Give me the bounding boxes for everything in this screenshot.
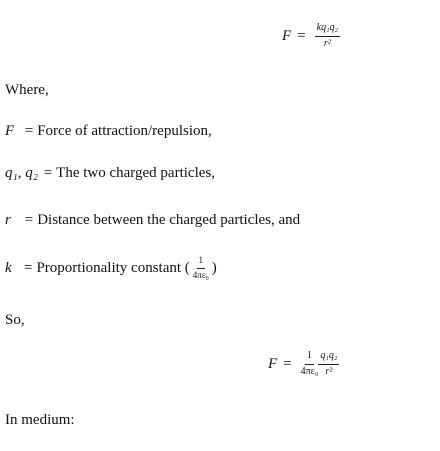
- definition-force-equals: =: [24, 123, 34, 139]
- definition-charges-equals: =: [43, 165, 53, 181]
- eq2-fraction2-denominator: r²: [325, 366, 333, 377]
- so-label: So,: [5, 312, 25, 328]
- eq2-fraction-charges: [318, 350, 339, 378]
- where-label: Where,: [5, 82, 49, 98]
- definition-force-text: Force of attraction/repulsion,: [37, 123, 212, 139]
- eq1-lhs: F: [282, 27, 292, 44]
- definition-constant-equals: =: [24, 260, 33, 276]
- definition-charges-text: The two charged particles,: [56, 165, 215, 181]
- constant-fraction-numerator: 1: [197, 255, 206, 269]
- eq1-fraction: [315, 22, 340, 50]
- definition-distance-text: Distance between the charged particles, and: [37, 212, 301, 228]
- definition-force: [5, 121, 212, 141]
- eq2-fraction-constant: [301, 350, 319, 378]
- eq2-lhs: F: [268, 355, 278, 372]
- definition-charges: [5, 163, 215, 183]
- coulomb-equation-2: [268, 350, 342, 378]
- eq2-fraction1-numerator: 1: [305, 350, 314, 365]
- definition-distance-symbol: r: [5, 212, 11, 228]
- eq1-equals: =: [297, 27, 306, 44]
- constant-fraction: [193, 255, 209, 281]
- definition-charges-symbol: q₁, q₂: [5, 165, 38, 181]
- definition-constant-symbol: k: [5, 260, 12, 276]
- eq2-equals: =: [283, 355, 292, 372]
- definition-constant-text: Proportionality constant (: [36, 260, 190, 276]
- eq2-fraction2-numerator: q₁q₂: [318, 350, 339, 365]
- constant-fraction-denominator: 4πε₀: [192, 270, 209, 280]
- constant-close-paren: ): [211, 260, 217, 276]
- eq1-denominator: r²: [323, 38, 331, 49]
- definition-force-symbol: F: [5, 123, 15, 139]
- eq2-fraction1-denominator: 4πε₀: [300, 366, 319, 377]
- medium-label: In medium:: [5, 412, 75, 428]
- coulomb-equation-1: [282, 22, 343, 50]
- definition-distance-equals: =: [24, 212, 34, 228]
- definition-distance: [5, 210, 300, 230]
- eq1-numerator: kq₁q₂: [315, 22, 340, 37]
- definition-constant: [5, 255, 217, 281]
